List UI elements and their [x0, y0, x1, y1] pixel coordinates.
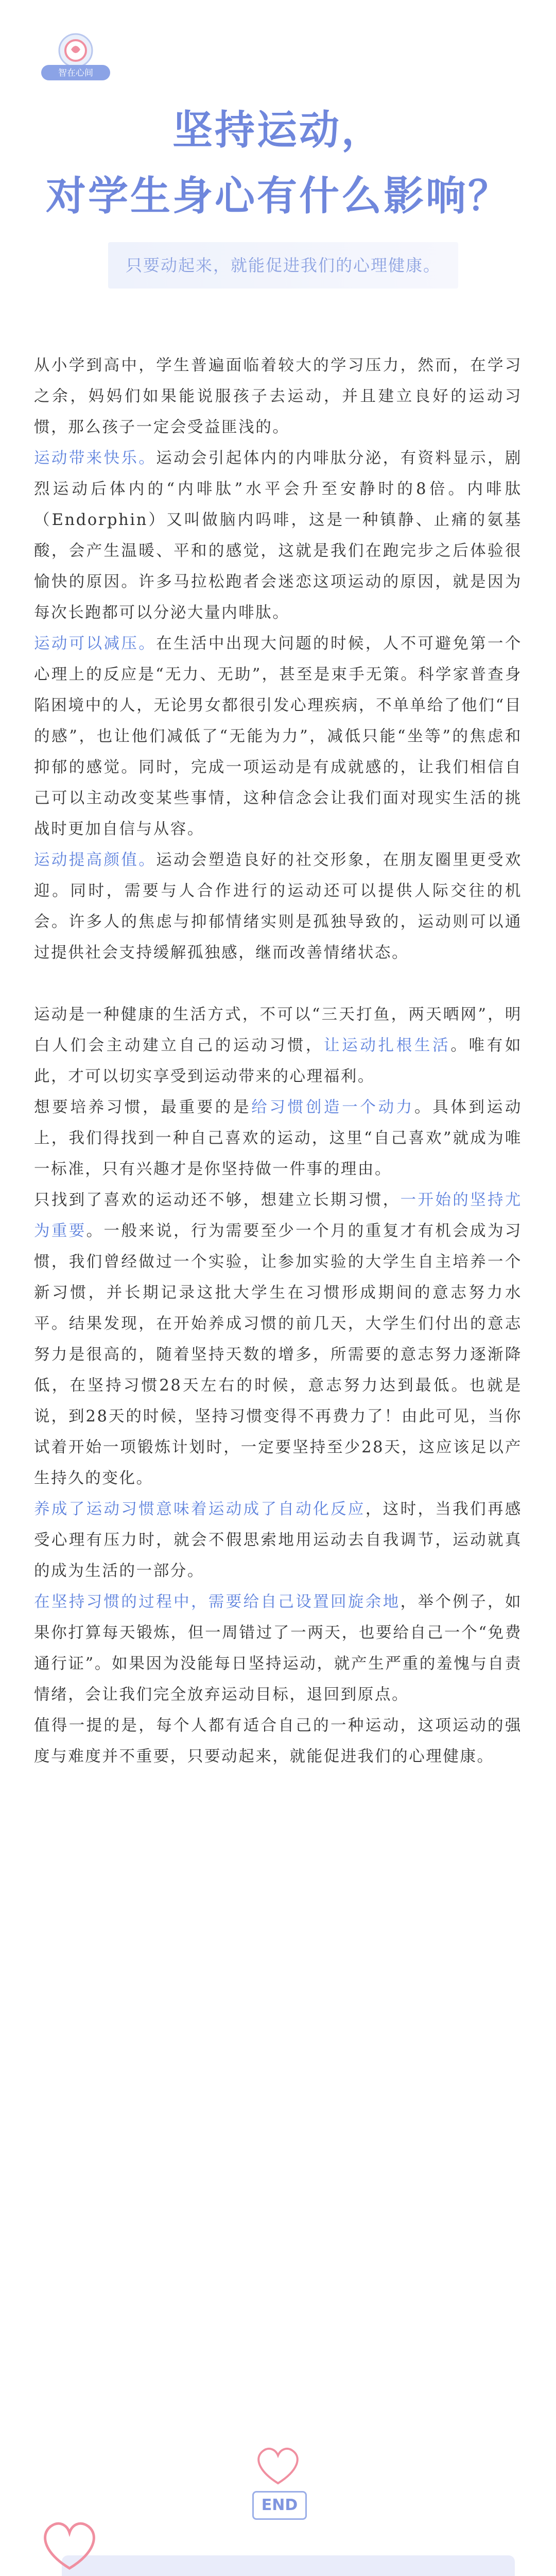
- paragraph-motivation-a: 想要培养习惯，最重要的是: [34, 1098, 252, 1116]
- subtitle: 只要动起来，就能促进我们的心理健康。: [125, 256, 441, 275]
- logo-text: 智在心间: [58, 68, 93, 78]
- brand-logo: [37, 31, 114, 82]
- paragraph-conclusion: 值得一提的是，每个人都有适合自己的一种运动，这项运动的强度与难度并不重要，只要动起来，就能促进我们的心理健康。: [34, 1717, 522, 1766]
- paragraph-persistence: [34, 1185, 522, 1494]
- paragraph-lifestyle: [34, 999, 522, 1092]
- paragraph-lifestyle-b: 。唯有如此，才可以切实享受到运动带来的心理福利。: [34, 1037, 523, 1086]
- paragraph-automatic-text: ，这时，当我们再感受心理有压力时，就会不假思索地用运动去自我调节，运动就真的成为生活的一部分。: [34, 1500, 522, 1580]
- paragraph-stress: [34, 629, 522, 845]
- paragraph-intro: 从小学到高中，学生普遍面临着较大的学习压力，然而，在学习之余，妈妈们如果能说服孩子去运动，并且建立良好的运动习惯，那么孩子一定会受益匪浅的。: [34, 357, 522, 436]
- paragraph-joy: [34, 443, 522, 629]
- highlight-leeway: 在坚持习惯的过程中，需要给自己设置回旋余地: [34, 1593, 401, 1611]
- paragraph-motivation-b: 。具体到运动上，我们得找到一种自己喜欢的运动，这里“自己喜欢”就成为唯一标准，只有兴趣才是你坚持做一件事的理由。: [34, 1098, 523, 1178]
- highlight-lifestyle: 让运动扎根生活: [324, 1037, 451, 1055]
- paragraph-automatic: [34, 1494, 522, 1587]
- paragraph-leeway: [34, 1587, 522, 1710]
- highlight-joy: 运动带来快乐。: [34, 449, 157, 467]
- article-body: [34, 350, 522, 1772]
- paragraph-leeway-text: ，举个例子，如果你打算每天锻炼，但一周错过了一两天，也要给自己一个“免费通行证”。如果因为没能每日坚持运动，就产生严重的羞愧与自责情绪，会让我们完全放弃运动目标，退回到原点。: [34, 1593, 522, 1704]
- paragraph-motivation: [34, 1092, 522, 1185]
- paragraph-look-text: 运动会塑造良好的社交形象，在朋友圈里更受欢迎。同时，需要与人合作进行的运动还可以提供人际交往的机会。许多人的焦虑与抑郁情绪实则是孤独导致的，运动则可以通过提供社会支持缓解孤独感，继而改善情绪状态。: [34, 851, 522, 962]
- page-title-line2: 对学生身心有什么影响？: [45, 173, 510, 219]
- paragraph-persistence-b: 。一般来说，行为需要至少一个月的重复才有机会成为习惯，我们曾经做过一个实验，让参加实验的大学生自主培养一个新习惯，并长期记录这批大学生在习惯形成期间的意志努力水平。结果发现，在开始养成习惯的前几天，大学生们付出的意志努力是很高的，随着坚持天数的增多，所需要的意志努力逐渐降低，在坚持习惯28天左右的时候，意志努力达到最低。也就是说，到28天的时候，坚持习惯变得不再费力了！由此可见，当你试着开始一项锻炼计划时，一定要坚持至少28天，这应该足以产生持久的变化。: [34, 1222, 522, 1487]
- end-badge: END: [252, 2491, 307, 2520]
- highlight-persistence: 一开始的坚持尤为重要: [34, 1191, 522, 1240]
- highlight-look: 运动提高颜值。: [34, 851, 157, 869]
- paragraph-stress-text: 在生活中出现大问题的时候，人不可避免第一个心理上的反应是“无力、无助”，甚至是束手无策。科学家普查身陷困境中的人，无论男女都很引发心理疾病，不单单给了他们“目的感”，也让他们减低了“无能为力”，减低只能“坐等”的焦虑和抑郁的感觉。同时，完成一项运动是有成就感的，让我们相信自己可以主动改变某些事情，这种信念会让我们面对现实生活的挑战时更加自信与从容。: [34, 635, 522, 838]
- highlight-stress: 运动可以减压。: [34, 635, 157, 653]
- page-title-line1: 坚持运动，: [172, 107, 384, 154]
- heart-icon: [252, 2442, 304, 2488]
- follow-card: [62, 2555, 515, 2576]
- heart-outline-icon: [36, 2514, 103, 2576]
- paragraph-persistence-a: 只找到了喜欢的运动还不够，想建立长期习惯，: [34, 1191, 401, 1209]
- highlight-automatic: 养成了运动习惯意味着运动成了自动化反应: [34, 1500, 366, 1518]
- highlight-motivation: 给习惯创造一个动力: [251, 1098, 414, 1116]
- paragraph-joy-text: 运动会引起体内的内啡肽分泌，有资料显示，剧烈运动后体内的“内啡肽”水平会升至安静时的8倍。内啡肽（Endorphin）又叫做脑内吗啡，这是一种镇静、止痛的氨基酸，会产生温暖、平和的感觉，这就是我们在跑完步之后体验很愉快的原因。许多马拉松跑者会迷恋这项运动的原因，就是因为每次长跑都可以分泌大量内啡肽。: [34, 449, 522, 622]
- paragraph-lifestyle-a: 运动是一种健康的生活方式，不可以“三天打鱼，两天晒网”，明白人们会主动建立自己的运动习惯，: [34, 1006, 522, 1055]
- paragraph-look: [34, 845, 522, 969]
